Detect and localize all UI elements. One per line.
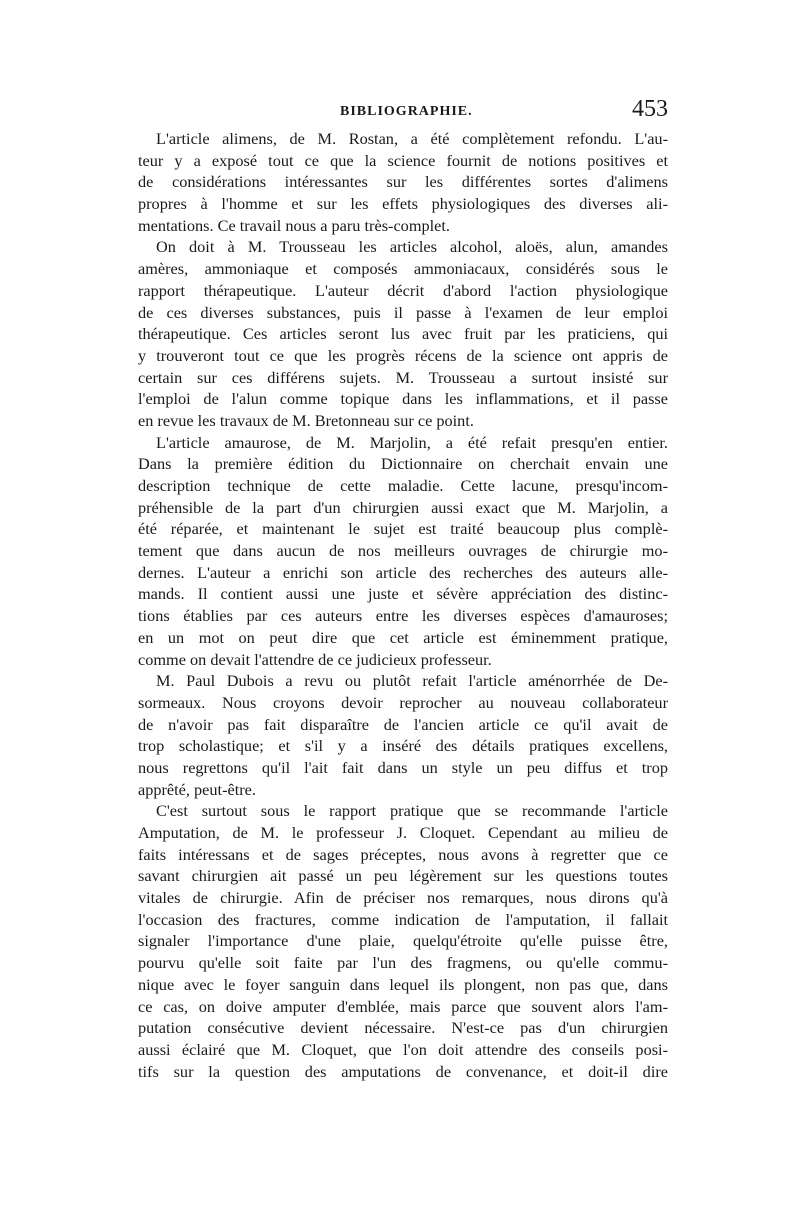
- text-line: rapport thérapeutique. L'auteur décrit d'abord l'action physiologique: [138, 280, 668, 300]
- text-line: L'article amaurose, de M. Marjolin, a été refait presqu'en entier.: [156, 432, 668, 452]
- text-line: en un mot on peut dire que cet article est éminemment pratique,: [138, 627, 668, 647]
- running-title: BIBLIOGRAPHIE.: [340, 104, 473, 119]
- text-line: nous regrettons qu'il l'ait fait dans un style un peu diffus et trop: [138, 757, 668, 777]
- text-line: C'est surtout sous le rapport pratique que se recommande l'article: [156, 801, 668, 821]
- text-line: préhensible de la part d'un chirurgien aussi exact que M. Marjolin, a: [138, 497, 668, 517]
- text-line: Dans la première édition du Dictionnaire on cherchait envain une: [138, 454, 668, 474]
- text-line: y trouveront tout ce que les progrès récens de la science ont appris de: [138, 345, 668, 365]
- text-line: comme on devait l'attendre de ce judicieux professeur.: [138, 649, 492, 669]
- body-text: [138, 128, 668, 1082]
- page-header: [138, 96, 668, 124]
- page-number: 453: [632, 96, 668, 122]
- text-line: aussi éclairé que M. Cloquet, que l'on doit attendre des conseils posi-: [138, 1039, 668, 1059]
- book-page: [138, 96, 668, 1082]
- text-line: thérapeutique. Ces articles seront lus avec fruit par les praticiens, qui: [138, 324, 668, 344]
- text-line: de considérations intéressantes sur les différentes sortes d'alimens: [138, 172, 668, 192]
- text-line: savant chirurgien ait passé un peu légèrement sur les questions toutes: [138, 866, 668, 886]
- text-line: trop scholastique; et s'il y a inséré des détails pratiques excellens,: [138, 736, 668, 756]
- text-line: amères, ammoniaque et composés ammoniacaux, considérés sous le: [138, 259, 668, 279]
- text-line: mands. Il contient aussi une juste et sévère appréciation des distinc-: [138, 584, 668, 604]
- text-line: tement que dans aucun de nos meilleurs ouvrages de chirurgie mo-: [138, 541, 668, 561]
- text-line: apprêté, peut-être.: [138, 779, 256, 799]
- text-line: teur y a exposé tout ce que la science fournit de notions positives et: [138, 150, 668, 170]
- text-line: propres à l'homme et sur les effets physiologiques des diverses ali-: [138, 194, 668, 214]
- text-line: l'emploi de l'alun comme topique dans les inflammations, et il passe: [138, 389, 668, 409]
- text-line: ce cas, on doive amputer d'emblée, mais parce que souvent alors l'am-: [138, 996, 668, 1016]
- text-line: nique avec le foyer sanguin dans lequel ils plongent, non pas que, dans: [138, 974, 668, 994]
- text-line: de n'avoir pas fait disparaître de l'ancien article ce qu'il avait de: [138, 714, 668, 734]
- text-line: certain sur ces différens sujets. M. Trousseau a surtout insisté sur: [138, 367, 668, 387]
- text-line: en revue les travaux de M. Bretonneau sur ce point.: [138, 410, 474, 430]
- text-line: vitales de chirurgie. Afin de préciser nos remarques, nous dirons qu'à: [138, 888, 668, 908]
- text-line: l'occasion des fractures, comme indication de l'amputation, il fallait: [138, 909, 668, 929]
- text-line: signaler l'importance d'une plaie, quelqu'étroite qu'elle puisse être,: [138, 931, 668, 951]
- text-line: tifs sur la question des amputations de convenance, et doit-il dire: [138, 1061, 668, 1081]
- text-line: L'article alimens, de M. Rostan, a été complètement refondu. L'au-: [156, 129, 668, 148]
- text-line: mentations. Ce travail nous a paru très-complet.: [138, 215, 450, 235]
- text-line: dernes. L'auteur a enrichi son article des recherches des auteurs alle-: [138, 562, 668, 582]
- text-line: sormeaux. Nous croyons devoir reprocher au nouveau collaborateur: [138, 692, 668, 712]
- text-line: Amputation, de M. le professeur J. Cloquet. Cependant au milieu de: [138, 823, 668, 842]
- text-line: tions établies par ces auteurs entre les diverses espèces d'amauroses;: [138, 606, 668, 626]
- text-line: M. Paul Dubois a revu ou plutôt refait l'article aménorrhée de De-: [156, 671, 668, 691]
- text-line: faits intéressans et de sages préceptes, nous avons à regretter que ce: [138, 844, 668, 864]
- text-line: putation consécutive devient nécessaire. N'est-ce pas d'un chirurgien: [138, 1018, 668, 1038]
- text-line: été réparée, et maintenant le sujet est traité beaucoup plus complè-: [138, 519, 668, 539]
- text-line: pourvu qu'elle soit faite par l'un des fragmens, ou qu'elle commu-: [138, 953, 668, 973]
- text-line: description technique de cette maladie. Cette lacune, presqu'incom-: [138, 476, 668, 495]
- text-line: de ces diverses substances, puis il passe à l'examen de leur emploi: [138, 302, 668, 322]
- text-line: On doit à M. Trousseau les articles alcohol, aloës, alun, amandes: [156, 237, 668, 257]
